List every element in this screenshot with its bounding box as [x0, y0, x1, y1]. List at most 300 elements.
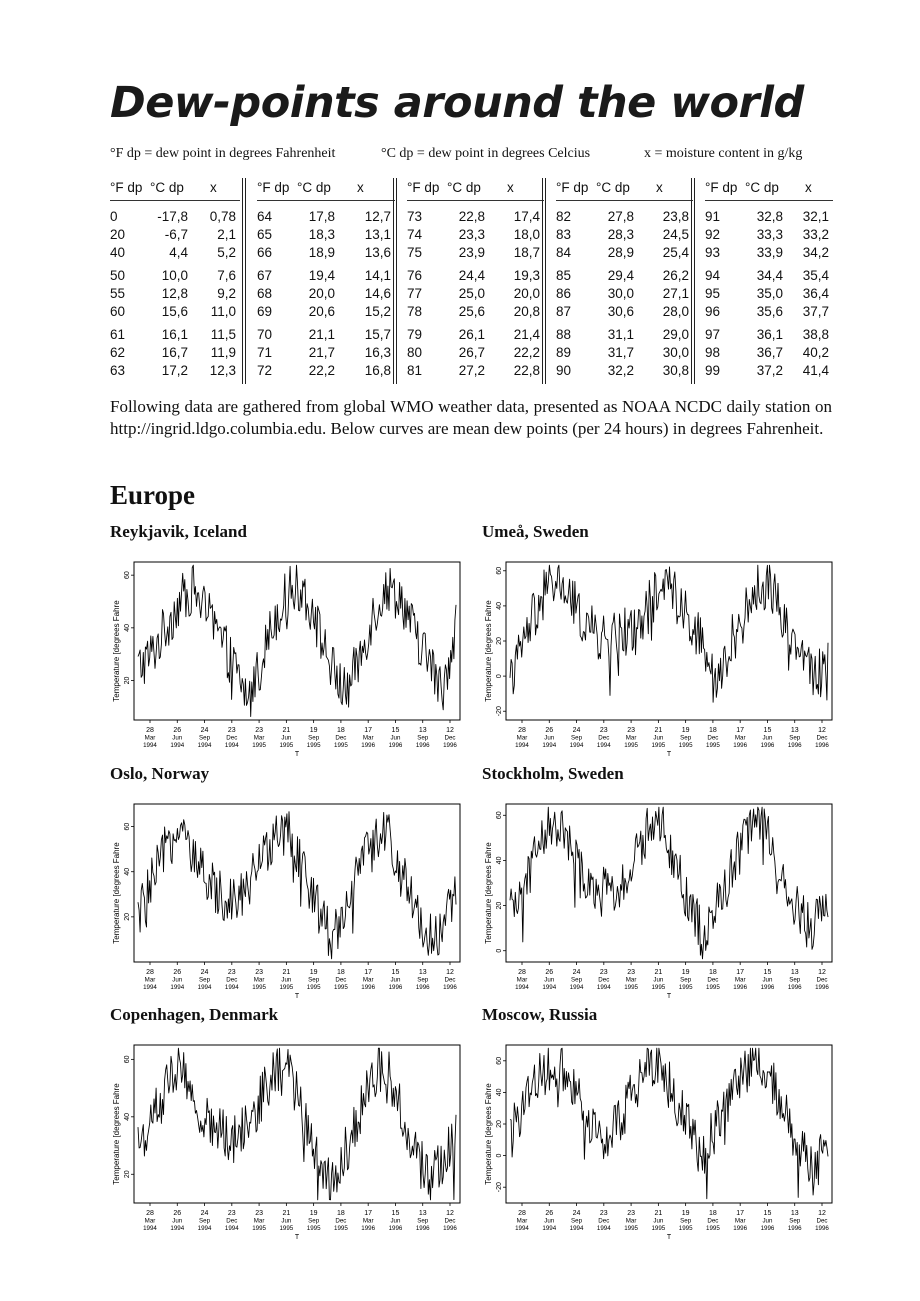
table-cell: 30,8	[662, 363, 689, 378]
x-tick-label: 18	[337, 1210, 345, 1217]
x-axis-label: T	[294, 751, 300, 758]
x-tick-label: 1995	[651, 742, 666, 749]
x-tick-label: 1996	[787, 742, 802, 749]
table-divider	[542, 178, 546, 384]
table-cell: 79	[407, 327, 423, 342]
table-cell: 31,7	[607, 345, 634, 360]
x-tick-label: 1994	[197, 984, 212, 991]
x-tick-label: 1994	[542, 984, 557, 991]
x-tick-label: 23	[627, 969, 635, 976]
table-cell: 19,3	[513, 268, 540, 283]
x-tick-label: Dec	[335, 734, 347, 742]
x-axis-label: T	[666, 1234, 672, 1241]
y-tick-label: 0	[496, 948, 503, 953]
x-tick-label: 12	[818, 727, 826, 734]
x-tick-label: 18	[709, 727, 717, 734]
x-tick-label: 1996	[787, 1225, 802, 1232]
x-tick-label: 1994	[224, 742, 239, 749]
y-tick-label: 0	[496, 674, 503, 679]
x-tick-label: 1995	[624, 984, 638, 991]
x-tick-label: Mar	[362, 734, 374, 742]
chart-title: Umeå, Sweden	[482, 522, 589, 541]
table-cell: 30,0	[607, 286, 634, 301]
x-tick-label: 26	[545, 969, 554, 976]
x-tick-label: Jun	[172, 976, 183, 984]
x-tick-label: 21	[654, 969, 663, 976]
x-tick-label: 1996	[361, 984, 376, 991]
x-tick-label: Jun	[390, 734, 401, 742]
x-tick-label: Mar	[144, 734, 156, 742]
x-tick-label: 26	[173, 1210, 182, 1217]
x-tick-label: Mar	[734, 734, 746, 742]
x-tick-label: Mar	[516, 976, 528, 984]
dew-point-conversion-table	[110, 178, 833, 384]
x-tick-label: 1994	[596, 984, 611, 991]
table-cell: 91	[705, 209, 721, 224]
x-tick-label: 1995	[252, 1225, 266, 1232]
table-cell: 32,8	[756, 209, 783, 224]
table-cell: 72	[257, 363, 273, 378]
x-tick-label: 13	[790, 1210, 799, 1217]
x-tick-label: 13	[418, 969, 427, 976]
table-header-cell: x	[656, 180, 663, 195]
table-cell: 18,0	[513, 227, 540, 242]
x-tick-label: Dec	[444, 1217, 456, 1225]
table-cell: 92	[705, 227, 721, 242]
x-tick-label: 23	[627, 1210, 635, 1217]
page-title: Dew-points around the world	[110, 78, 804, 128]
x-tick-label: 28	[146, 1210, 154, 1217]
x-tick-label: 1995	[706, 1225, 720, 1232]
x-tick-label: 17	[736, 969, 745, 976]
x-tick-label: 15	[763, 1210, 772, 1217]
x-tick-label: 1995	[624, 742, 638, 749]
x-tick-label: 1995	[306, 984, 321, 991]
x-tick-label: 1996	[415, 742, 430, 749]
x-tick-label: Mar	[516, 1217, 528, 1225]
table-cell: 15,2	[364, 304, 391, 319]
table-header-cell: x	[210, 180, 217, 195]
plot-frame	[506, 804, 832, 962]
table-header-cell: °C dp	[297, 180, 331, 195]
table-divider	[393, 178, 397, 384]
x-tick-label: 23	[227, 727, 236, 734]
x-tick-label: Sep	[789, 734, 801, 742]
table-cell: 87	[556, 304, 572, 319]
table-cell: 16,7	[161, 345, 188, 360]
table-cell: 7,6	[217, 268, 236, 283]
x-tick-label: Dec	[816, 734, 828, 742]
x-tick-label: 18	[337, 969, 345, 976]
x-tick-label: Jun	[390, 1217, 401, 1225]
y-tick-label: 40	[496, 856, 503, 865]
x-tick-label: 23	[227, 969, 236, 976]
x-axis-label: T	[666, 993, 672, 1000]
y-tick-label: 40	[496, 601, 503, 610]
x-tick-label: 1994	[143, 984, 157, 991]
table-cell: 22,2	[308, 363, 335, 378]
table-cell: 36,7	[756, 345, 783, 360]
table-cell: 33,9	[756, 245, 783, 260]
table-cell: 37,2	[756, 363, 783, 378]
x-tick-label: 1995	[624, 1225, 638, 1232]
x-tick-label: 1996	[388, 984, 403, 991]
x-tick-label: Jun	[281, 976, 292, 984]
y-tick-label: -20	[496, 1182, 503, 1193]
x-tick-label: 1996	[415, 984, 430, 991]
x-tick-label: 1996	[443, 742, 457, 749]
chart-title: Reykjavik, Iceland	[110, 522, 247, 541]
x-tick-label: Sep	[571, 734, 583, 742]
table-cell: 98	[705, 345, 721, 360]
y-tick-label: 60	[496, 566, 503, 575]
table-cell: 20,0	[308, 286, 335, 301]
dew-point-chart	[110, 532, 462, 758]
x-tick-label: Dec	[598, 1217, 610, 1225]
table-header-cell: x	[507, 180, 514, 195]
x-tick-label: 13	[790, 727, 799, 734]
table-cell: 17,2	[161, 363, 188, 378]
table-cell: 27,8	[607, 209, 634, 224]
x-tick-label: 1996	[733, 1225, 748, 1232]
table-cell: 31,1	[607, 327, 634, 342]
x-tick-label: Dec	[816, 976, 828, 984]
x-tick-label: 1996	[760, 984, 775, 991]
x-tick-label: 1996	[815, 742, 829, 749]
x-tick-label: 1994	[596, 1225, 611, 1232]
table-cell: 11,5	[210, 327, 236, 342]
x-tick-label: Jun	[653, 1217, 664, 1225]
table-header	[110, 178, 240, 201]
y-axis-label: Temperature [degrees Fahre	[112, 842, 121, 944]
x-tick-label: 19	[681, 1210, 690, 1217]
table-cell: 21,7	[308, 345, 335, 360]
table-cell: 12,8	[161, 286, 188, 301]
x-tick-label: 1996	[760, 1225, 775, 1232]
table-cell: 23,3	[458, 227, 485, 242]
table-cell: 67	[257, 268, 273, 283]
x-tick-label: Sep	[789, 976, 801, 984]
x-tick-label: Jun	[762, 976, 773, 984]
table-cell: 14,6	[364, 286, 391, 301]
table-cell: 10,0	[161, 268, 188, 283]
y-tick-label: 0	[496, 1153, 503, 1158]
table-cell: 17,8	[308, 209, 335, 224]
x-tick-label: Dec	[598, 976, 610, 984]
table-cell: 33,3	[756, 227, 783, 242]
series-line	[510, 565, 828, 702]
x-tick-label: 1994	[170, 742, 185, 749]
x-tick-label: Jun	[762, 1217, 773, 1225]
table-cell: 5,2	[217, 245, 236, 260]
x-tick-label: 1994	[542, 1225, 557, 1232]
x-tick-label: 1995	[279, 742, 294, 749]
x-tick-label: Mar	[734, 976, 746, 984]
y-tick-label: 40	[124, 623, 131, 632]
table-cell: 18,9	[308, 245, 335, 260]
table-cell: 64	[257, 209, 273, 224]
x-tick-label: 12	[446, 1210, 454, 1217]
x-tick-label: 1995	[306, 742, 321, 749]
x-tick-label: Jun	[653, 734, 664, 742]
x-tick-label: 18	[709, 969, 717, 976]
x-tick-label: Sep	[789, 1217, 801, 1225]
chart-title: Stockholm, Sweden	[482, 764, 624, 783]
x-tick-label: Sep	[571, 976, 583, 984]
table-cell: 38,8	[802, 327, 829, 342]
x-tick-label: Mar	[253, 734, 265, 742]
table-cell: 26,2	[662, 268, 689, 283]
x-tick-label: 12	[446, 727, 454, 734]
x-tick-label: 19	[681, 969, 690, 976]
table-cell: 9,2	[217, 286, 236, 301]
x-tick-label: Sep	[680, 1217, 692, 1225]
x-tick-label: Mar	[516, 734, 528, 742]
x-tick-label: 28	[146, 969, 154, 976]
table-header	[556, 178, 693, 201]
table-cell: 16,8	[364, 363, 391, 378]
x-tick-label: Sep	[308, 1217, 320, 1225]
y-tick-label: 20	[496, 901, 503, 910]
x-tick-label: Mar	[625, 976, 637, 984]
x-tick-label: 1994	[515, 984, 529, 991]
table-cell: 4,4	[169, 245, 188, 260]
table-block	[110, 178, 240, 384]
table-cell: 27,2	[458, 363, 485, 378]
table-cell: 33,2	[802, 227, 829, 242]
x-tick-label: Dec	[335, 1217, 347, 1225]
x-tick-label: 26	[545, 727, 554, 734]
x-tick-label: 1996	[733, 742, 748, 749]
x-tick-label: 1996	[760, 742, 775, 749]
table-cell: 30,0	[662, 345, 689, 360]
table-cell: 11,9	[210, 345, 236, 360]
x-tick-label: Jun	[544, 976, 555, 984]
table-cell: 36,1	[756, 327, 783, 342]
table-cell: 86	[556, 286, 572, 301]
table-cell: 73	[407, 209, 423, 224]
table-cell: 62	[110, 345, 126, 360]
x-tick-label: 17	[364, 969, 373, 976]
x-tick-label: Sep	[308, 976, 320, 984]
x-tick-label: Sep	[199, 976, 211, 984]
x-tick-label: 12	[818, 969, 826, 976]
table-cell: 69	[257, 304, 273, 319]
x-tick-label: 26	[545, 1210, 554, 1217]
table-block	[705, 178, 833, 384]
table-cell: 75	[407, 245, 423, 260]
x-axis-label: T	[294, 993, 300, 1000]
x-tick-label: 26	[173, 969, 182, 976]
x-tick-label: 24	[572, 1210, 581, 1217]
x-tick-label: Jun	[281, 1217, 292, 1225]
table-cell: 18,7	[513, 245, 540, 260]
y-tick-label: 20	[124, 676, 131, 685]
y-tick-label: 20	[496, 637, 503, 645]
series-line	[138, 812, 456, 959]
x-tick-label: Dec	[816, 1217, 828, 1225]
table-cell: 13,6	[364, 245, 391, 260]
table-cell: 63	[110, 363, 126, 378]
x-tick-label: 17	[364, 1210, 373, 1217]
table-cell: 68	[257, 286, 273, 301]
x-tick-label: Dec	[226, 976, 238, 984]
x-tick-label: 13	[418, 1210, 427, 1217]
x-tick-label: 19	[309, 969, 318, 976]
x-tick-label: 21	[654, 727, 663, 734]
x-tick-label: Sep	[680, 976, 692, 984]
x-tick-label: Dec	[226, 1217, 238, 1225]
x-tick-label: 23	[255, 727, 263, 734]
x-tick-label: 23	[599, 1210, 608, 1217]
x-tick-label: 18	[709, 1210, 717, 1217]
x-tick-label: 28	[518, 969, 526, 976]
table-cell: 84	[556, 245, 572, 260]
table-cell: 99	[705, 363, 721, 378]
table-cell: 50	[110, 268, 126, 283]
table-cell: 40	[110, 245, 126, 260]
x-tick-label: Sep	[199, 1217, 211, 1225]
x-tick-label: 1994	[170, 984, 185, 991]
table-divider	[242, 178, 246, 384]
y-tick-label: 60	[124, 571, 131, 580]
x-tick-label: 13	[790, 969, 799, 976]
x-tick-label: 1996	[443, 984, 457, 991]
table-cell: 78	[407, 304, 423, 319]
chart-title: Oslo, Norway	[110, 764, 210, 783]
table-cell: 12,7	[364, 209, 391, 224]
x-tick-label: 1994	[170, 1225, 185, 1232]
table-header-cell: °F dp	[705, 180, 738, 195]
table-cell: 77	[407, 286, 423, 301]
x-tick-label: 1994	[569, 742, 584, 749]
x-tick-label: 1994	[197, 1225, 212, 1232]
x-tick-label: Sep	[199, 734, 211, 742]
table-cell: 32,1	[802, 209, 829, 224]
table-cell: 90	[556, 363, 572, 378]
x-tick-label: 19	[309, 727, 318, 734]
table-cell: 28,3	[607, 227, 634, 242]
x-tick-label: 1994	[515, 742, 529, 749]
table-header-cell: °F dp	[407, 180, 440, 195]
x-tick-label: Mar	[625, 1217, 637, 1225]
x-tick-label: Sep	[571, 1217, 583, 1225]
x-tick-label: Jun	[390, 976, 401, 984]
y-axis-label: Temperature [degrees Fahre	[484, 600, 493, 702]
x-tick-label: 1996	[388, 1225, 403, 1232]
x-tick-label: 12	[446, 969, 454, 976]
dew-point-chart	[110, 774, 462, 1000]
plot-frame	[134, 562, 460, 720]
table-cell: 81	[407, 363, 423, 378]
table-cell: 26,7	[458, 345, 485, 360]
x-tick-label: 23	[255, 969, 263, 976]
x-tick-label: 1996	[443, 1225, 457, 1232]
x-tick-label: Jun	[281, 734, 292, 742]
x-tick-label: 1995	[678, 984, 693, 991]
x-tick-label: 1995	[678, 742, 693, 749]
x-tick-label: Mar	[362, 1217, 374, 1225]
table-cell: 35,6	[756, 304, 783, 319]
table-cell: 80	[407, 345, 423, 360]
x-axis-label: T	[666, 751, 672, 758]
x-tick-label: 1996	[361, 1225, 376, 1232]
table-cell: 37,7	[802, 304, 829, 319]
x-tick-label: 1994	[569, 984, 584, 991]
table-header-cell: °C dp	[150, 180, 184, 195]
x-tick-label: Jun	[544, 1217, 555, 1225]
y-tick-label: 60	[124, 822, 131, 831]
x-tick-label: Dec	[707, 734, 719, 742]
table-cell: 22,8	[458, 209, 485, 224]
series-line	[138, 1048, 456, 1200]
table-cell: 21,1	[308, 327, 335, 342]
x-tick-label: 1995	[651, 984, 666, 991]
table-header	[705, 178, 833, 201]
x-tick-label: 23	[227, 1210, 236, 1217]
x-tick-label: 21	[654, 1210, 663, 1217]
chart-title: Copenhagen, Denmark	[110, 1005, 279, 1024]
y-tick-label: 20	[496, 1120, 503, 1128]
table-cell: 71	[257, 345, 273, 360]
chart-title: Moscow, Russia	[482, 1005, 598, 1024]
y-tick-label: -20	[496, 706, 503, 717]
table-header-cell: °F dp	[110, 180, 143, 195]
table-cell: 14,1	[364, 268, 391, 283]
x-tick-label: 24	[200, 969, 209, 976]
table-cell: 83	[556, 227, 572, 242]
table-cell: 11,0	[210, 304, 236, 319]
table-header-cell: °F dp	[556, 180, 589, 195]
table-cell: 85	[556, 268, 572, 283]
y-axis-label: Temperature [degrees Fahre	[484, 842, 493, 944]
x-tick-label: 23	[255, 1210, 263, 1217]
x-tick-label: 1994	[596, 742, 611, 749]
table-header-cell: x	[805, 180, 812, 195]
y-tick-label: 20	[124, 1170, 131, 1179]
x-tick-label: 24	[200, 1210, 209, 1217]
table-cell: 88	[556, 327, 572, 342]
x-tick-label: 1995	[306, 1225, 321, 1232]
table-cell: 25,4	[662, 245, 689, 260]
table-cell: 66	[257, 245, 273, 260]
table-cell: 20,8	[513, 304, 540, 319]
table-cell: 36,4	[802, 286, 829, 301]
table-cell: 23,9	[458, 245, 485, 260]
x-tick-label: 24	[200, 727, 209, 734]
y-tick-label: 40	[124, 1112, 131, 1121]
x-tick-label: Mar	[144, 976, 156, 984]
table-cell: 76	[407, 268, 423, 283]
table-cell: 20,0	[513, 286, 540, 301]
x-tick-label: 1994	[143, 1225, 157, 1232]
x-tick-label: 19	[681, 727, 690, 734]
x-tick-label: Dec	[444, 734, 456, 742]
table-cell: 94	[705, 268, 721, 283]
table-cell: 15,7	[364, 327, 391, 342]
table-cell: -17,8	[157, 209, 188, 224]
table-cell: 32,2	[607, 363, 634, 378]
x-tick-label: 1994	[515, 1225, 529, 1232]
dew-point-chart	[482, 774, 834, 1000]
x-tick-label: Mar	[625, 734, 637, 742]
x-tick-label: 1995	[279, 984, 294, 991]
x-tick-label: 1996	[733, 984, 748, 991]
table-cell: 55	[110, 286, 126, 301]
dew-point-chart	[482, 1015, 834, 1241]
x-tick-label: 15	[391, 727, 400, 734]
table-cell: 19,4	[308, 268, 335, 283]
